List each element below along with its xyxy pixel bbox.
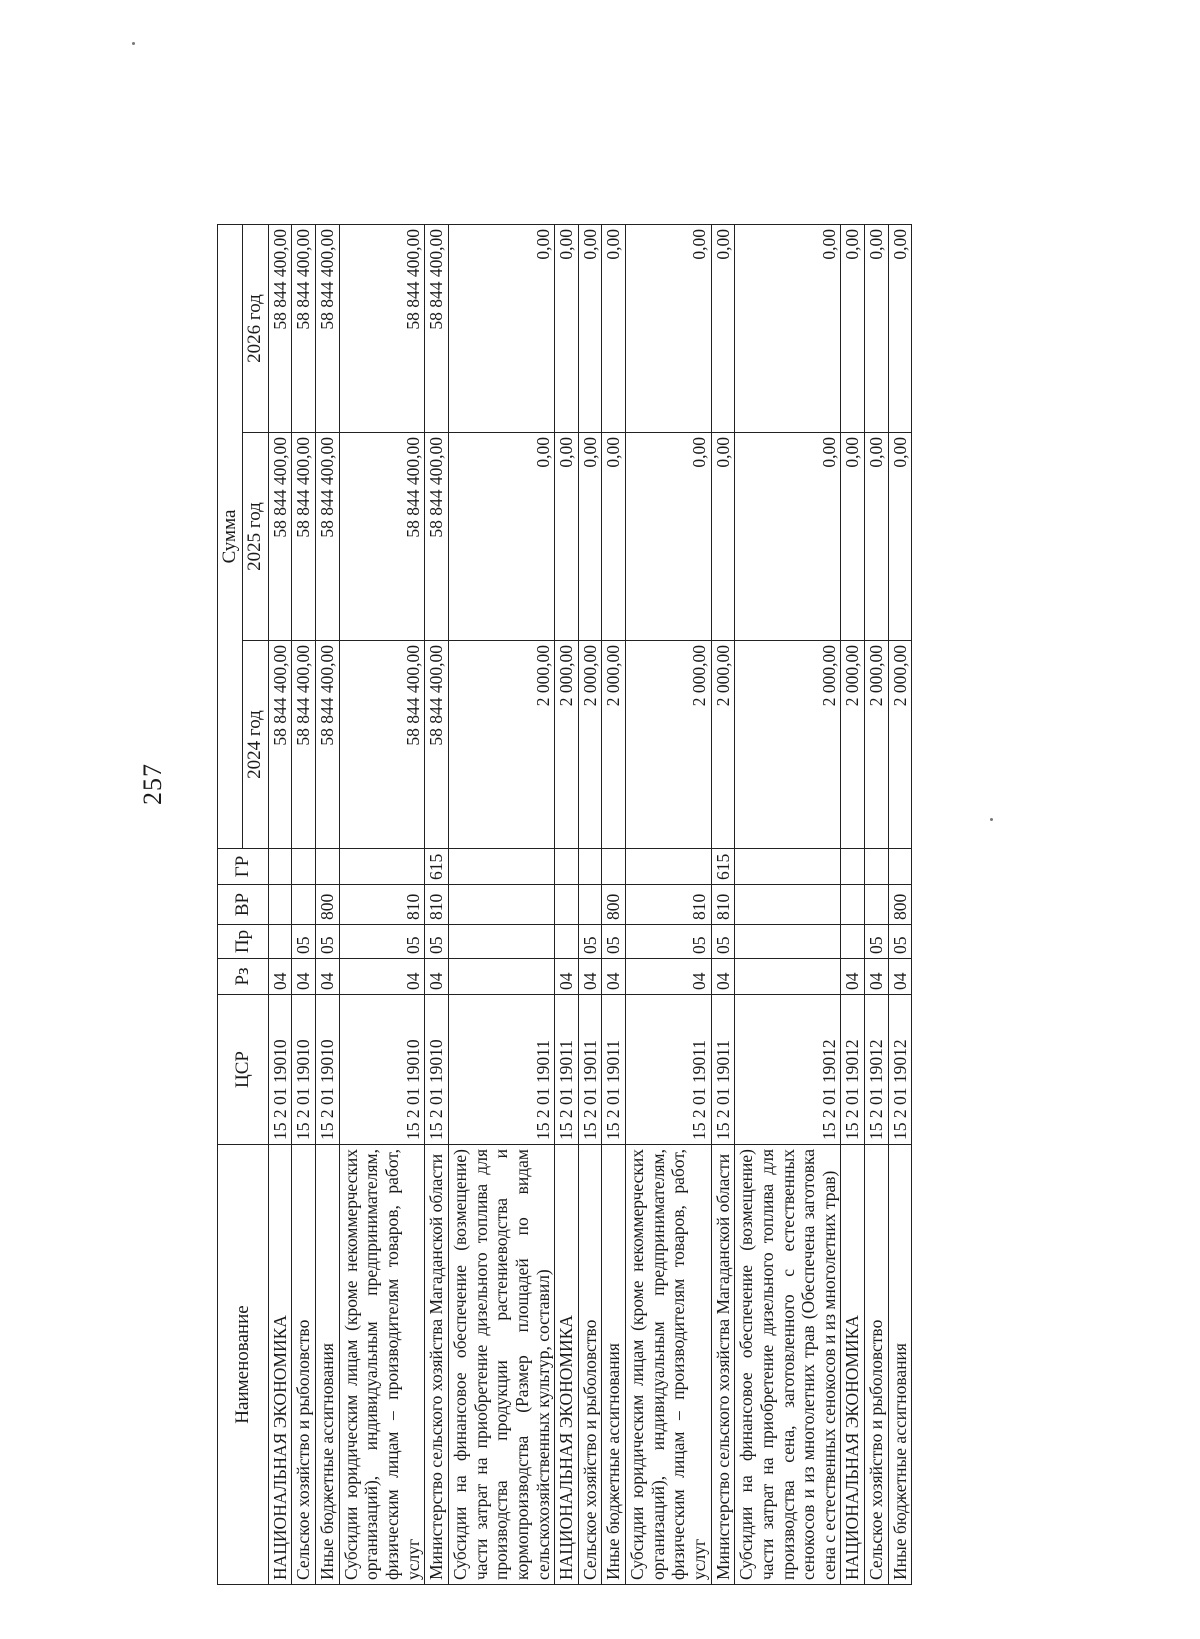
cell-rz: 04 [888,959,912,995]
cell-rz: 04 [292,959,316,995]
cell-vr: 810 [711,885,735,925]
cell-amount-2025: 0,00 [448,433,554,641]
cell-amount-2024: 58 844 400,00 [425,641,449,849]
header-year-2024: 2024 год [243,641,268,849]
cell-gr [448,849,554,885]
rotated-table-container [217,225,912,1585]
table-row [841,225,865,1585]
cell-pr: 05 [711,925,735,959]
table-row [578,225,602,1585]
cell-gr [865,849,889,885]
cell-name: Субсидии на финансовое обеспечение (возмещение) части затрат на приобретение дизельного топлива для производства сена, заготовленного с естественных сенокосов и из многолетних трав (Обеспечена заготовка сена с естественных сенокосов и из многолетних трав) [735,1145,841,1585]
cell-amount-2026: 58 844 400,00 [292,225,316,433]
cell-vr [292,885,316,925]
cell-gr [626,849,712,885]
table-row [425,225,449,1585]
cell-gr [841,849,865,885]
cell-name: Иные бюджетные ассигнования [602,1145,626,1585]
cell-gr [555,849,579,885]
cell-amount-2024: 2 000,00 [578,641,602,849]
cell-vr [735,885,841,925]
header-gr: ГР [218,849,269,885]
scan-speck [990,818,993,821]
cell-name: Иные бюджетные ассигнования [316,1145,340,1585]
cell-vr [841,885,865,925]
cell-name: Субсидии юридическим лицам (кроме некоммерческих организаций), индивидуальным предпринимателям, физическим лицам – производителям товаров, работ, услуг [626,1145,712,1585]
cell-name: Субсидии юридическим лицам (кроме некоммерческих организаций), индивидуальным предпринимателям, физическим лицам – производителям товаров, работ, услуг [339,1145,425,1585]
cell-gr [292,849,316,885]
cell-amount-2024: 58 844 400,00 [316,641,340,849]
cell-pr [448,925,554,959]
header-name: Наименование [218,1145,269,1585]
cell-amount-2024: 2 000,00 [555,641,579,849]
cell-amount-2026: 0,00 [888,225,912,433]
cell-amount-2026: 58 844 400,00 [425,225,449,433]
cell-name: Сельское хозяйство и рыболовство [578,1145,602,1585]
cell-amount-2024: 2 000,00 [735,641,841,849]
cell-rz: 04 [626,959,712,995]
cell-gr [316,849,340,885]
header-rz: Рз [218,959,269,995]
cell-name: Министерство сельского хозяйства Магаданской области [711,1145,735,1585]
cell-rz: 04 [555,959,579,995]
cell-pr: 05 [888,925,912,959]
cell-vr: 800 [888,885,912,925]
cell-amount-2025: 58 844 400,00 [425,433,449,641]
header-row [218,225,243,1585]
cell-amount-2024: 58 844 400,00 [292,641,316,849]
table-row [602,225,626,1585]
cell-vr: 800 [316,885,340,925]
cell-pr: 05 [316,925,340,959]
cell-vr [268,885,292,925]
header-year-2025: 2025 год [243,433,268,641]
cell-amount-2025: 0,00 [888,433,912,641]
cell-amount-2025: 0,00 [841,433,865,641]
cell-rz: 04 [711,959,735,995]
table-row [292,225,316,1585]
cell-csr: 15 2 01 19011 [555,995,579,1145]
cell-gr [735,849,841,885]
cell-csr: 15 2 01 19012 [865,995,889,1145]
cell-amount-2025: 58 844 400,00 [268,433,292,641]
cell-amount-2025: 58 844 400,00 [316,433,340,641]
cell-vr: 800 [602,885,626,925]
cell-gr [888,849,912,885]
cell-pr [735,925,841,959]
cell-vr: 810 [339,885,425,925]
cell-pr: 05 [292,925,316,959]
table-row [865,225,889,1585]
cell-csr: 15 2 01 19011 [626,995,712,1145]
cell-amount-2025: 0,00 [602,433,626,641]
cell-vr [578,885,602,925]
cell-pr [268,925,292,959]
cell-gr [268,849,292,885]
cell-amount-2026: 0,00 [555,225,579,433]
cell-amount-2026: 58 844 400,00 [268,225,292,433]
cell-pr [555,925,579,959]
cell-pr: 05 [602,925,626,959]
cell-vr: 810 [626,885,712,925]
cell-csr: 15 2 01 19010 [339,995,425,1145]
cell-amount-2024: 2 000,00 [602,641,626,849]
cell-csr: 15 2 01 19011 [602,995,626,1145]
cell-vr [448,885,554,925]
cell-csr: 15 2 01 19011 [448,995,554,1145]
cell-amount-2026: 58 844 400,00 [316,225,340,433]
table-body [268,225,912,1585]
cell-gr: 615 [425,849,449,885]
cell-csr: 15 2 01 19010 [425,995,449,1145]
cell-amount-2026: 0,00 [865,225,889,433]
header-year-2026: 2026 год [243,225,268,433]
table-row [555,225,579,1585]
cell-vr: 810 [425,885,449,925]
cell-amount-2026: 0,00 [841,225,865,433]
cell-pr: 05 [578,925,602,959]
cell-csr: 15 2 01 19010 [268,995,292,1145]
table-row [316,225,340,1585]
cell-amount-2026: 0,00 [448,225,554,433]
cell-csr: 15 2 01 19010 [292,995,316,1145]
cell-rz: 04 [339,959,425,995]
cell-amount-2024: 58 844 400,00 [268,641,292,849]
cell-amount-2025: 0,00 [865,433,889,641]
cell-name: НАЦИОНАЛЬНАЯ ЭКОНОМИКА [268,1145,292,1585]
cell-amount-2026: 0,00 [626,225,712,433]
cell-name: Иные бюджетные ассигнования [888,1145,912,1585]
cell-amount-2025: 0,00 [711,433,735,641]
scan-speck [132,42,135,45]
cell-name: Сельское хозяйство и рыболовство [865,1145,889,1585]
table-row [448,225,554,1585]
cell-vr [865,885,889,925]
cell-amount-2024: 58 844 400,00 [339,641,425,849]
cell-pr: 05 [339,925,425,959]
table-row [626,225,712,1585]
header-pr: Пр [218,925,269,959]
cell-rz: 04 [602,959,626,995]
cell-amount-2025: 58 844 400,00 [292,433,316,641]
cell-csr: 15 2 01 19012 [735,995,841,1145]
cell-pr: 05 [865,925,889,959]
table-row [888,225,912,1585]
header-csr: ЦСР [218,995,269,1145]
cell-amount-2025: 0,00 [626,433,712,641]
cell-rz: 04 [268,959,292,995]
cell-amount-2025: 0,00 [555,433,579,641]
cell-rz: 04 [841,959,865,995]
cell-rz [448,959,554,995]
cell-amount-2024: 2 000,00 [626,641,712,849]
page-number: 257 [138,763,167,805]
cell-rz: 04 [316,959,340,995]
cell-csr: 15 2 01 19010 [316,995,340,1145]
cell-amount-2026: 0,00 [735,225,841,433]
table-row [339,225,425,1585]
cell-amount-2024: 2 000,00 [448,641,554,849]
cell-gr [578,849,602,885]
cell-csr: 15 2 01 19012 [888,995,912,1145]
cell-rz: 04 [578,959,602,995]
cell-rz [735,959,841,995]
cell-amount-2026: 58 844 400,00 [339,225,425,433]
cell-name: Субсидии на финансовое обеспечение (возмещение) части затрат на приобретение дизельного топлива для производства продукции растениеводства и кормопроизводства (Размер площадей по видам сельскохозяйственных культур, составил) [448,1145,554,1585]
cell-rz: 04 [865,959,889,995]
header-vr: ВР [218,885,269,925]
cell-name: Сельское хозяйство и рыболовство [292,1145,316,1585]
cell-rz: 04 [425,959,449,995]
cell-amount-2026: 0,00 [602,225,626,433]
cell-amount-2024: 2 000,00 [888,641,912,849]
cell-amount-2024: 2 000,00 [841,641,865,849]
cell-amount-2026: 0,00 [578,225,602,433]
cell-name: Министерство сельского хозяйства Магаданской области [425,1145,449,1585]
cell-gr [339,849,425,885]
cell-pr: 05 [626,925,712,959]
cell-amount-2024: 2 000,00 [865,641,889,849]
cell-pr: 05 [425,925,449,959]
cell-csr: 15 2 01 19011 [578,995,602,1145]
cell-amount-2025: 0,00 [578,433,602,641]
cell-pr [841,925,865,959]
table-row [711,225,735,1585]
cell-name: НАЦИОНАЛЬНАЯ ЭКОНОМИКА [841,1145,865,1585]
cell-amount-2024: 2 000,00 [711,641,735,849]
table-row [268,225,292,1585]
cell-gr: 615 [711,849,735,885]
header-sum: Сумма [218,225,243,849]
cell-csr: 15 2 01 19011 [711,995,735,1145]
cell-csr: 15 2 01 19012 [841,995,865,1145]
cell-amount-2026: 0,00 [711,225,735,433]
budget-table [217,224,912,1585]
cell-gr [602,849,626,885]
table-row [735,225,841,1585]
cell-amount-2025: 58 844 400,00 [339,433,425,641]
cell-name: НАЦИОНАЛЬНАЯ ЭКОНОМИКА [555,1145,579,1585]
cell-amount-2025: 0,00 [735,433,841,641]
cell-vr [555,885,579,925]
